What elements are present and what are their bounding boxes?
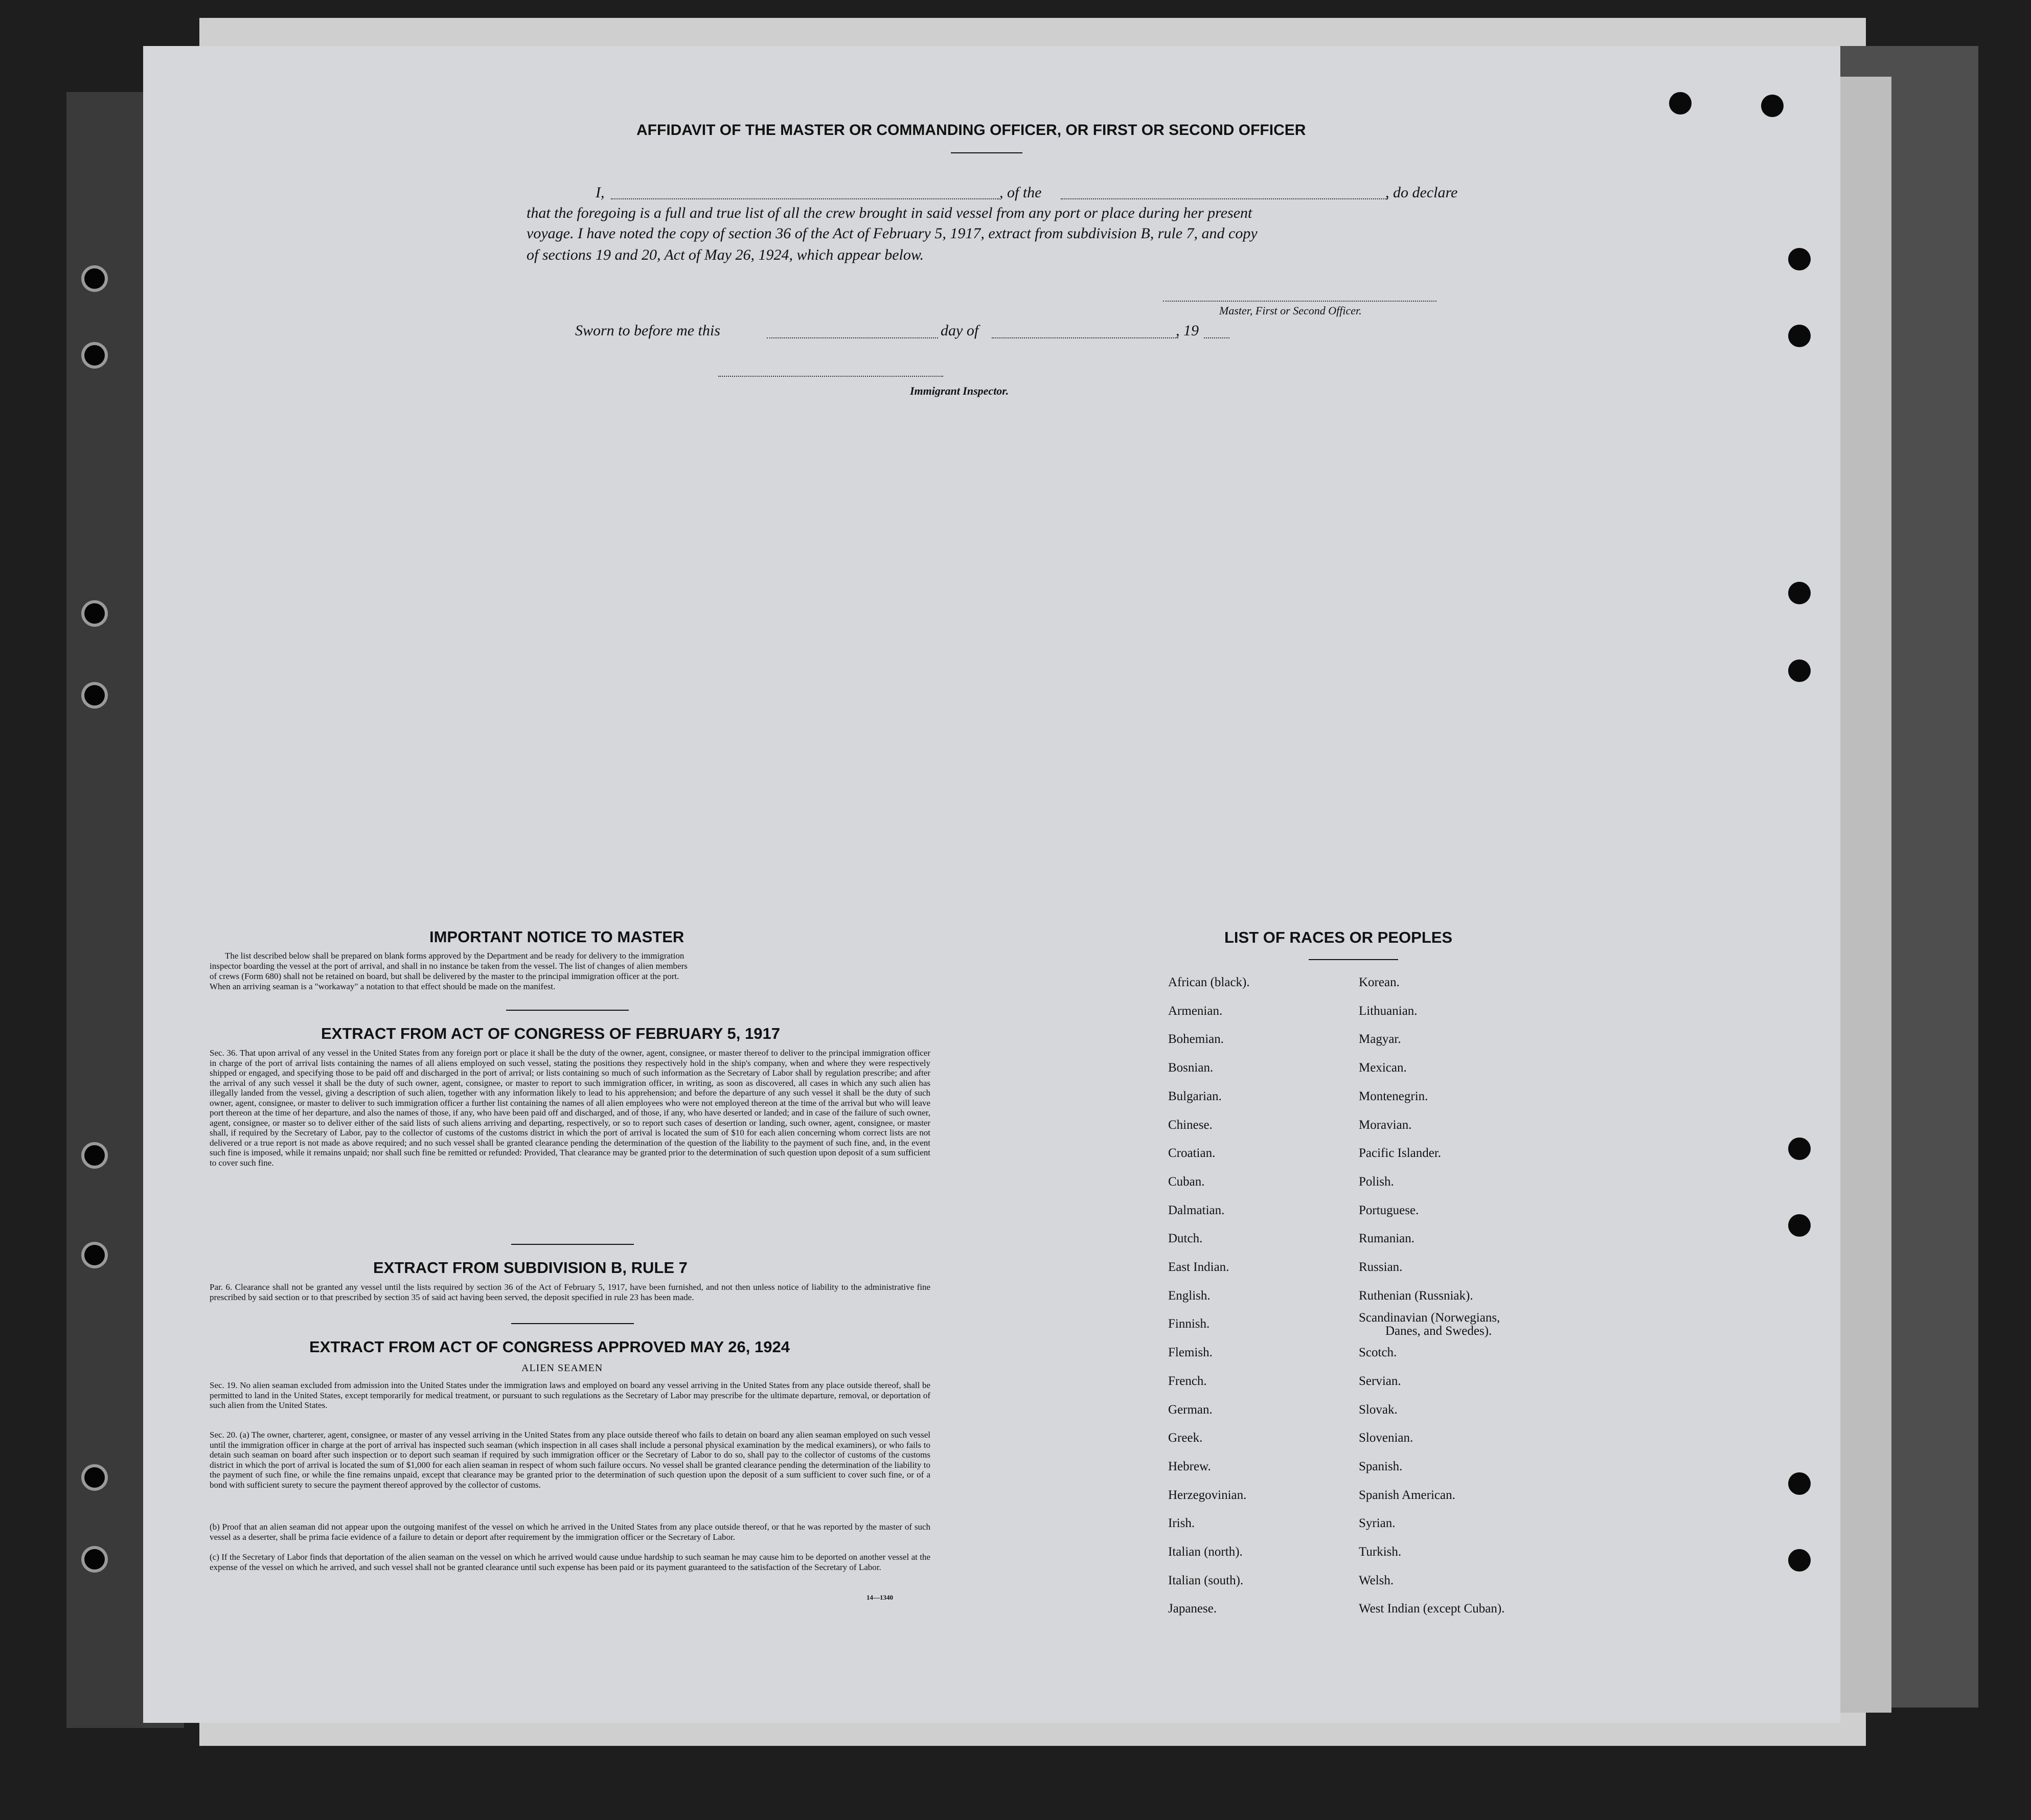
race-item: German. <box>1168 1402 1213 1417</box>
punch-hole <box>1788 1214 1811 1237</box>
race-item: Montenegrin. <box>1359 1089 1428 1103</box>
punch-hole <box>84 685 105 706</box>
race-item: Greek. <box>1168 1431 1203 1445</box>
punch-hole <box>1788 1472 1811 1495</box>
notice-line: When an arriving seaman is a "workaway" a notation to that effect should be made on the manifest. <box>210 982 556 991</box>
punch-hole <box>84 1245 105 1265</box>
sec20b-text: (b) Proof that an alien seaman did not appear upon the outgoing manifest of the vessel on which he arrived in the United States from any place outside thereof, or that he was reported by the master of such vessel as a deserter, shall be prima facie evidence of a failure to detain or deport after requirement by the immigration officer or the Secretary of Labor. <box>210 1522 930 1542</box>
race-item: Irish. <box>1168 1516 1195 1531</box>
race-item: Dutch. <box>1168 1232 1203 1246</box>
vessel-blank[interactable] <box>1061 198 1388 199</box>
year-blank[interactable] <box>1204 337 1229 338</box>
alien-seamen-subtitle: ALIEN SEAMEN <box>521 1362 603 1374</box>
rule7-title: EXTRACT FROM SUBDIVISION B, RULE 7 <box>373 1259 688 1277</box>
races-title: LIST OF RACES OR PEOPLES <box>1224 928 1453 946</box>
punch-hole <box>1788 1549 1811 1572</box>
punch-hole <box>84 603 105 624</box>
race-item: Moravian. <box>1359 1118 1412 1132</box>
race-item: Korean. <box>1359 975 1400 989</box>
race-item: Spanish American. <box>1359 1488 1455 1502</box>
race-item: East Indian. <box>1168 1260 1229 1274</box>
sworn-day-blank[interactable] <box>767 337 938 338</box>
punch-hole <box>1761 95 1784 117</box>
punch-hole <box>84 268 105 289</box>
title-rule <box>951 152 1022 153</box>
sec20a-text: Sec. 20. (a) The owner, charterer, agent, consignee, or master of any vessel arriving in the United States from any place outside thereof who fails to detain on board any alien seaman employed on such vessel until the immigration officer in charge at the port of arrival has inspected such seaman (which inspection in all cases shall include a personal physical examination by the medical examiners), or who fails to detain such seaman on board after such inspection or to deport such seaman if required by such immigration officer or the Secretary of Labor to do so, shall pay to the collector of customs of the customs district in which the port of arrival is located the sum of $1,000 for each alien seaman in respect of whom such failure occurs. No vessel shall be granted clearance pending the determination of the liability to the payment of such fine, or while the fine remains unpaid, except that clearance may be granted prior to the determination of such question upon the deposit of a sum sufficient to cover such fine, or of a bond with sufficient surety to secure the payment thereof approved by the collector of customs. <box>210 1430 930 1490</box>
race-item: Russian. <box>1359 1260 1403 1274</box>
name-blank[interactable] <box>611 198 999 199</box>
sec19-text: Sec. 19. No alien seaman excluded from admission into the United States under the immigration laws and employed on board any vessel arriving in the United States from any place outside thereof, shall be permitted to land in the United States, except temporarily for medical treatment, or pursuant to such regulations as the Secretary of Labor may prescribe for the ultimate departure, removal, or deportation of such alien from the United States. <box>210 1380 930 1410</box>
race-item: Spanish. <box>1359 1459 1403 1473</box>
race-item: Bulgarian. <box>1168 1089 1222 1103</box>
punch-hole <box>84 1467 105 1488</box>
year-label: , 19 <box>1176 322 1199 339</box>
race-item: Pacific Islander. <box>1359 1146 1442 1161</box>
sworn-label: Sworn to before me this <box>575 322 720 339</box>
race-item: Finnish. <box>1168 1317 1210 1331</box>
race-item: Mexican. <box>1359 1061 1407 1075</box>
inspector-signature-line[interactable] <box>718 376 943 377</box>
race-item: Polish. <box>1359 1174 1394 1189</box>
punch-hole <box>1788 659 1811 682</box>
notice-title: IMPORTANT NOTICE TO MASTER <box>429 928 684 946</box>
extract-1924-title: EXTRACT FROM ACT OF CONGRESS APPROVED MAY 26, 1924 <box>309 1338 790 1356</box>
races-title-rule <box>1309 959 1398 960</box>
race-item: Scandinavian (Norwegians, <box>1359 1311 1500 1325</box>
punch-hole <box>84 1145 105 1166</box>
sworn-month-blank[interactable] <box>992 337 1178 338</box>
section-rule <box>506 1010 629 1011</box>
master-signature-line[interactable] <box>1163 301 1436 302</box>
form-number: 14—1340 <box>866 1594 893 1601</box>
race-item: Welsh. <box>1359 1573 1394 1587</box>
race-item: Italian (south). <box>1168 1573 1244 1587</box>
affidavit-of-the: , of the <box>999 184 1042 201</box>
sec20c-text: (c) If the Secretary of Labor finds that deportation of the alien seaman on the vessel on which he arrived would cause undue hardship to such seaman he may cause him to be deported on another vessel at the expense of the vessel on which he arrived, and such vessel shall not be granted clearance until such expense has been paid or its payment guaranteed to the satisfaction of the Secretary of Labor. <box>210 1552 930 1572</box>
section-rule <box>511 1244 634 1245</box>
punch-hole <box>84 1549 105 1569</box>
notice-line: The list described below shall be prepared on blank forms approved by the Department and be ready for delivery to the immigration <box>225 951 684 961</box>
affidavit-line2: that the foregoing is a full and true list of all the crew brought in said vessel from any port or place during her present <box>527 204 1252 221</box>
punch-hole <box>1788 248 1811 270</box>
race-item: African (black). <box>1168 975 1250 989</box>
race-item: Rumanian. <box>1359 1232 1415 1246</box>
race-item: Bohemian. <box>1168 1032 1224 1046</box>
race-item: Chinese. <box>1168 1118 1213 1132</box>
race-item-continuation: Danes, and Swedes). <box>1385 1324 1492 1338</box>
race-item: Servian. <box>1359 1374 1401 1388</box>
day-of-label: day of <box>941 322 979 339</box>
race-item: Slovenian. <box>1359 1431 1413 1445</box>
extract-1917-text: Sec. 36. That upon arrival of any vessel in the United States from any foreign port or place it shall be the duty of the owner, agent, consignee, or master thereof to deliver to the principal immigration officer in charge of the port of arrival lists containing the names of all aliens employed on such vessel, stating the positions they respectively hold in the ship's company, when and where they were respectively shipped or engaged, and specifying those to be paid off and discharged in the port of arrival; or lists containing so much of such information as the Secretary of Labor shall by regulation prescribe; and after the arrival of any such vessel it shall be the duty of such owner, agent, consignee, or master to report to such immigration officer, in writing, as soon as discovered, all cases in which any such alien has illegally landed from the vessel, giving a description of such alien, together with any information likely to lead to his apprehension; and before the departure of any such vessel it shall be the duty of such owner, agent, consignee, or master to deliver to such immigration officer a further list containing the names of all alien employees who were not employed thereon at the time of the arrival but who will leave port thereon at the time of her departure, and also the names of those, if any, who have been paid off and discharged, and of those, if any, who have deserted or landed; and in case of the failure of such owner, agent, consignee, or master so to deliver either of the said lists of such aliens arriving and departing, respectively, or so to report such cases of desertion or landing, such owner, agent, consignee, or master shall, if required by the Secretary of Labor, pay to the collector of customs of the customs district in which the port of arrival is located the sum of $10 for each alien concerning whom correct lists are not delivered or a true report is not made as above required; and no such vessel shall be granted clearance pending the determination of the question of the liability to the payment of such fine, and, in the event such fine is imposed, while it remains unpaid; nor shall such fine be remitted or refunded: Provided, That clearance may be granted prior to the determination of such question upon deposit of a sum sufficient to cover such fine. <box>210 1048 931 1168</box>
race-item: Herzegovinian. <box>1168 1488 1247 1502</box>
notice-line: of crews (Form 680) shall not be retained on board, but shall be delivered by the master to the principal immigration officer at the port. <box>210 971 679 981</box>
race-item: Slovak. <box>1359 1402 1398 1417</box>
race-item: Japanese. <box>1168 1602 1217 1616</box>
race-item: Syrian. <box>1359 1516 1396 1531</box>
punch-hole <box>1788 582 1811 604</box>
race-item: Portuguese. <box>1359 1203 1419 1217</box>
race-item: Flemish. <box>1168 1346 1213 1360</box>
race-item: Italian (north). <box>1168 1545 1243 1559</box>
race-item: Bosnian. <box>1168 1061 1214 1075</box>
affidavit-declare: , do declare <box>1385 184 1458 201</box>
punch-hole <box>84 345 105 366</box>
rule7-text: Par. 6. Clearance shall not be granted any vessel until the lists required by section 36 of the Act of February 5, 1917, have been furnished, and not then unless notice of liability to the administrative fine prescribed by said section or to that prescribed by section 35 of said act having been served, the deposit specified in rule 23 has been made. <box>210 1282 930 1302</box>
race-item: Magyar. <box>1359 1032 1401 1046</box>
extract-1917-title: EXTRACT FROM ACT OF CONGRESS OF FEBRUARY 5, 1917 <box>321 1025 780 1042</box>
race-item: Scotch. <box>1359 1346 1397 1360</box>
race-item: Lithuanian. <box>1359 1004 1418 1018</box>
race-item: English. <box>1168 1288 1211 1303</box>
affidavit-line4: of sections 19 and 20, Act of May 26, 1924, which appear below. <box>527 246 924 263</box>
master-signature-label: Master, First or Second Officer. <box>1219 304 1362 317</box>
punch-hole <box>1669 92 1692 115</box>
race-item: French. <box>1168 1374 1207 1388</box>
affidavit-title: AFFIDAVIT OF THE MASTER OR COMMANDING OFFICER, OR FIRST OR SECOND OFFICER <box>636 122 1306 139</box>
punch-hole <box>1788 1138 1811 1160</box>
race-item: Cuban. <box>1168 1174 1205 1189</box>
race-item: Croatian. <box>1168 1146 1216 1161</box>
notice-line: inspector boarding the vessel at the port of arrival, and shall in no instance be taken from the vessel. The list of changes of alien members <box>210 961 688 971</box>
race-item: Ruthenian (Russniak). <box>1359 1288 1473 1303</box>
race-item: West Indian (except Cuban). <box>1359 1602 1505 1616</box>
section-rule <box>511 1323 634 1324</box>
punch-hole <box>1788 325 1811 347</box>
affidavit-i: I, <box>596 184 605 201</box>
affidavit-line3: voyage. I have noted the copy of section 36 of the Act of February 5, 1917, extract from subdivision B, rule 7, and copy <box>527 225 1258 242</box>
race-item: Dalmatian. <box>1168 1203 1225 1217</box>
inspector-label: Immigrant Inspector. <box>910 384 1009 397</box>
race-item: Armenian. <box>1168 1004 1223 1018</box>
race-item: Hebrew. <box>1168 1459 1211 1473</box>
race-item: Turkish. <box>1359 1545 1402 1559</box>
